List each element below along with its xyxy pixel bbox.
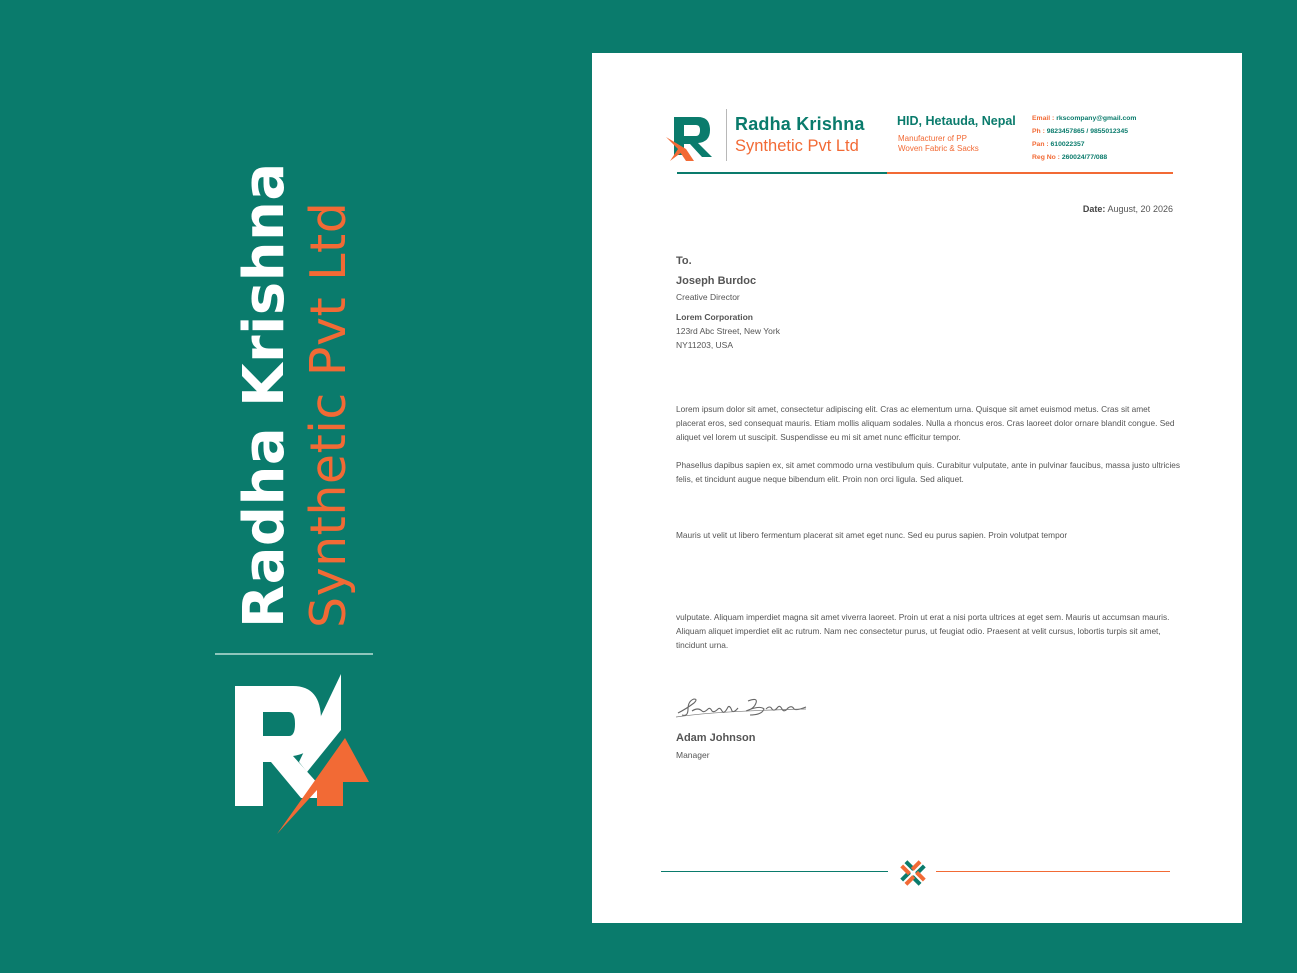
header-separator <box>726 109 727 161</box>
rk-logo-icon <box>664 115 722 163</box>
contact-email-label: Email : <box>1032 115 1055 122</box>
recipient-title: Creative Director <box>676 292 740 302</box>
body-paragraph: Phasellus dapibus sapien ex, sit amet commodo urna vestibulum quis. Curabitur vulputate, ante in pulvinar faucibus, massa justo ultricies felis, et tincidunt augue neque bibendum elit. Proin non orci ligula. Sed aliquet. <box>676 460 1181 484</box>
header-rule-orange <box>887 172 1173 174</box>
date-label: Date: <box>1082 204 1106 214</box>
handwritten-signature <box>676 693 808 721</box>
woven-cross-icon <box>896 856 930 890</box>
contact-reg <box>1032 154 1107 161</box>
recipient-address-line1: 123rd Abc Street, New York <box>676 326 780 336</box>
body-paragraph: Lorem ipsum dolor sit amet, consectetur adipiscing elit. Cras ac elementum urna. Quisque sit amet euismod metus. Cras sit amet placerat eros, sed consequat mauris. Etiam mollis aliquam sodales. Nulla a rhoncus eros. Cras laoreet dolor ornare blandit congue. Sed aliquet vel lorem ut suscipit. Suspendisse eu mi sit amet nunc efficitur tempor. <box>676 404 1175 442</box>
body-paragraph: Mauris ut velit ut libero fermentum placerat sit amet eget nunc. Sed eu purus sapien. Proin volutpat tempor <box>676 530 1068 540</box>
contact-pan <box>1032 141 1085 148</box>
body-paragraph: vulputate. Aliquam imperdiet magna sit amet viverra laoreet. Proin ut erat a nisi porta ultrices at eget sem. Mauris ut accumsan mauris. Aliquam aliquet imperdiet elit ac rutrum. Nam nec consectetur purus, ut feugiat odio. Praesent at velit cursus, lobortis turpis sit amet, tincidunt urna. <box>676 612 1170 650</box>
contact-email <box>1032 115 1136 122</box>
footer-rule-orange <box>936 871 1170 872</box>
recipient-name: Joseph Burdoc <box>676 275 757 287</box>
recipient-company: Lorem Corporation <box>676 312 753 322</box>
contact-reg-label: Reg No : <box>1032 154 1060 161</box>
brand-name-line1: Radha Krishna <box>232 162 297 628</box>
rk-monogram-icon <box>233 672 373 837</box>
recipient-address-line2: NY11203, USA <box>676 340 734 350</box>
contact-pan-value: 610022357 <box>1050 141 1085 148</box>
header-rule-green <box>677 172 887 174</box>
to-label: To. <box>676 255 692 267</box>
company-description-line2: Woven Fabric & Sacks <box>898 144 979 153</box>
contact-reg-value: 260024/77/088 <box>1061 154 1108 161</box>
company-location: HID, Hetauda, Nepal <box>897 114 1016 128</box>
contact-email-value: rkscompany@gmail.com <box>1056 115 1137 122</box>
contact-phone-value: 9823457865 / 9855012345 <box>1046 128 1129 135</box>
date-value: August, 20 2026 <box>1107 204 1173 214</box>
company-name-line2: Synthetic Pvt Ltd <box>735 137 859 155</box>
contact-phone <box>1032 128 1128 135</box>
letterhead-paper <box>592 53 1242 923</box>
company-name-line1: Radha Krishna <box>735 114 865 134</box>
company-description-line1: Manufacturer of PP <box>898 134 967 143</box>
signer-title: Manager <box>676 750 710 760</box>
contact-phone-label: Ph : <box>1032 128 1045 135</box>
signer-name: Adam Johnson <box>676 732 756 744</box>
brand-divider <box>215 653 373 655</box>
brand-name-line2: Synthetic Pvt Ltd <box>300 201 357 628</box>
vertical-brand-name <box>210 162 360 632</box>
footer-rule-green <box>661 871 888 872</box>
contact-pan-label: Pan : <box>1032 141 1049 148</box>
letter-date <box>1083 204 1173 214</box>
